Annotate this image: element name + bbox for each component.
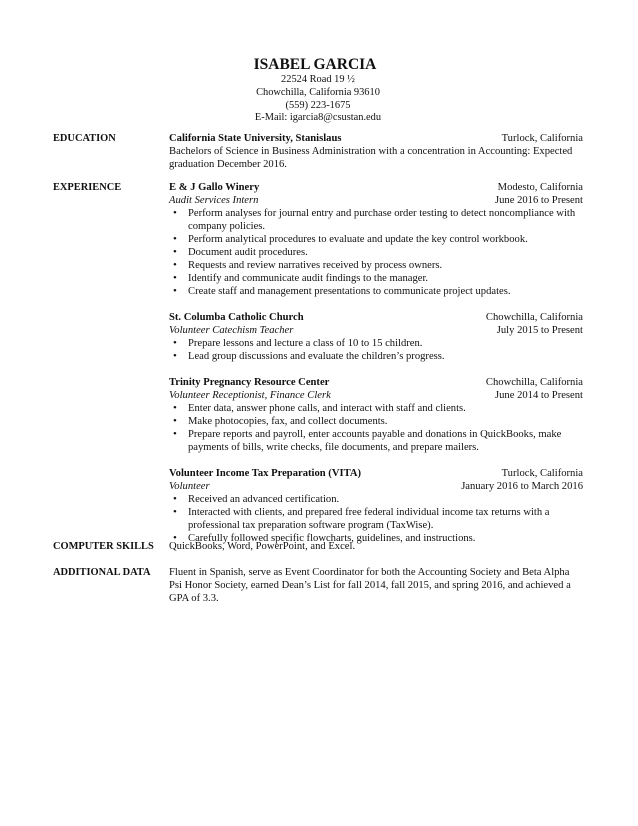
address-line-2: Chowchilla, California 93610: [256, 86, 380, 98]
job-title: Volunteer Receptionist, Finance Clerk: [169, 390, 331, 401]
school-name: California State University, Stanislaus: [169, 133, 342, 144]
duty-list: [169, 402, 583, 454]
email-address: E-Mail: igarcia8@csustan.edu: [254, 112, 382, 124]
candidate-name: ISABEL GARCIA: [253, 56, 377, 73]
duty-item: • Prepare lessons and lecture a class of 10 to 15 children.: [169, 337, 583, 350]
employer-location: Chowchilla, California: [485, 377, 583, 388]
employer-location: Modesto, California: [497, 182, 583, 193]
employer-location: Turlock, California: [501, 468, 583, 479]
duty-item: • Perform analytical procedures to evaluate and update the key control workbook.: [169, 233, 583, 246]
job-dates: January 2016 to March 2016: [461, 481, 583, 492]
experience-label: EXPERIENCE: [53, 182, 122, 193]
job-dates: June 2016 to Present: [495, 195, 583, 206]
job-dates: June 2014 to Present: [495, 390, 583, 401]
school-location: Turlock, California: [501, 133, 583, 144]
duty-item: • Perform analyses for journal entry and purchase order testing to detect noncompliance with company policies.: [169, 207, 583, 233]
job-title: Volunteer Catechism Teacher: [169, 325, 294, 336]
job-entry: [169, 181, 583, 298]
degree-details: Bachelors of Science in Business Administration with a concentration in Accounting: Expected graduation December 2016.: [169, 146, 573, 170]
skills-label: COMPUTER SKILLS: [53, 541, 154, 552]
resume-header: [0, 56, 638, 125]
duty-item: • Create staff and management presentations to communicate project updates.: [169, 285, 583, 298]
job-title: Audit Services Intern: [169, 195, 259, 206]
job-entry: [169, 311, 583, 363]
job-entry: [169, 467, 583, 545]
duty-item: • Carefully followed specific flowcharts, guidelines, and instructions.: [169, 532, 583, 545]
duty-item: • Enter data, answer phone calls, and interact with staff and clients.: [169, 402, 583, 415]
employer-name: Trinity Pregnancy Resource Center: [169, 377, 330, 388]
address-line-1: 22524 Road 19 ½: [281, 74, 355, 85]
duty-item: • Received an advanced certification.: [169, 493, 583, 506]
job-entry: [169, 376, 583, 454]
skills-text: QuickBooks, Word, PowerPoint, and Excel.: [169, 541, 356, 552]
employer-location: Chowchilla, California: [485, 312, 583, 323]
phone-number: (559) 223-1675: [285, 99, 351, 111]
education-label: EDUCATION: [53, 133, 116, 144]
employer-name: St. Columba Catholic Church: [169, 312, 304, 323]
duty-item: • Interacted with clients, and prepared free federal individual income tax returns with a professional tax preparation software program (TaxWise).: [169, 506, 583, 532]
duty-item: • Prepare reports and payroll, enter accounts payable and donations in QuickBooks, make payments of bills, write checks, file documents, and prepare mailers.: [169, 428, 583, 454]
employer-name: E & J Gallo Winery: [169, 182, 260, 193]
duty-list: [169, 493, 583, 545]
additional-label: ADDITIONAL DATA: [53, 567, 151, 578]
duty-item: • Lead group discussions and evaluate the children’s progress.: [169, 350, 583, 363]
duty-list: [169, 337, 583, 363]
job-dates: July 2015 to Present: [496, 325, 583, 336]
duty-item: • Identify and communicate audit findings to the manager.: [169, 272, 583, 285]
additional-text: Fluent in Spanish, serve as Event Coordinator for both the Accounting Society and Beta Alpha Psi Honor Society, earned Dean’s List for fall 2014, fall 2015, and spring 2016, and achieved a GPA of 3.3.: [169, 567, 571, 604]
duty-list: [169, 207, 583, 298]
duty-item: • Requests and review narratives received by process owners.: [169, 259, 583, 272]
duty-item: • Document audit procedures.: [169, 246, 583, 259]
job-title: Volunteer: [169, 481, 210, 492]
employer-name: Volunteer Income Tax Preparation (VITA): [169, 468, 362, 479]
duty-item: • Make photocopies, fax, and collect documents.: [169, 415, 583, 428]
